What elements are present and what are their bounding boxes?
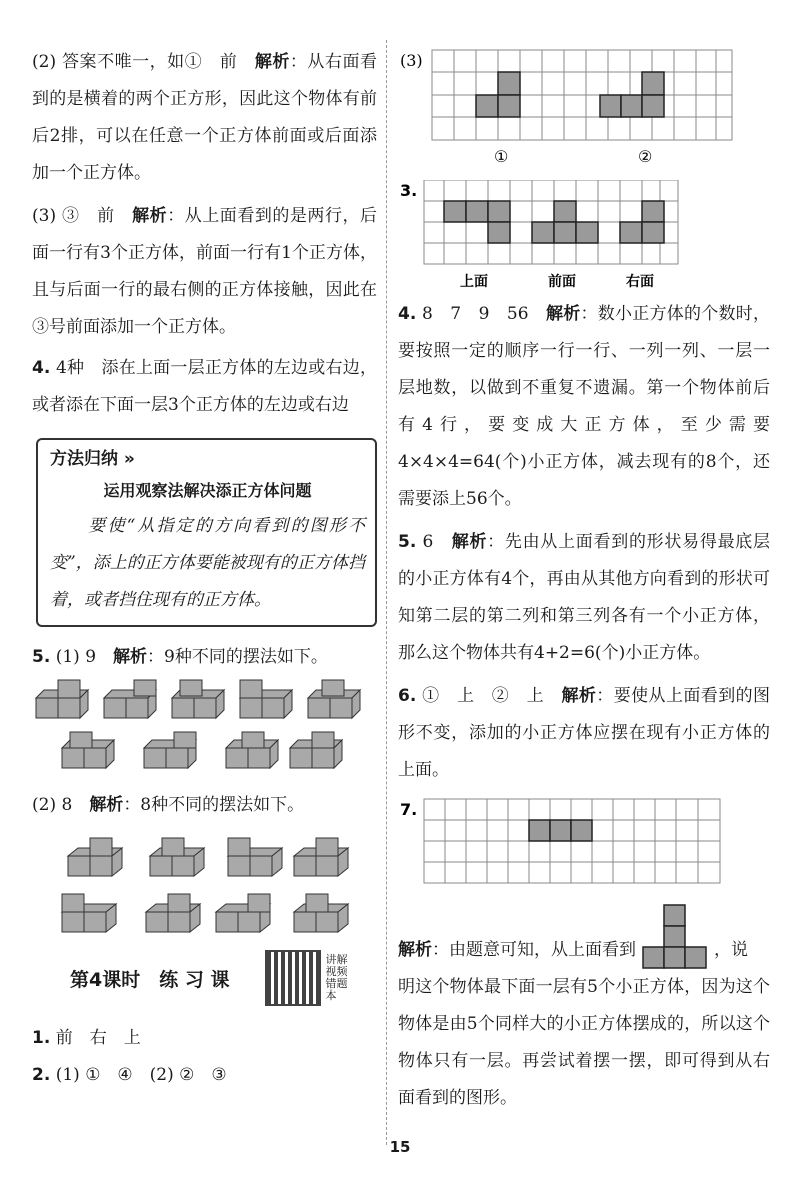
answer-5-2: (2) 8 解析：8种不同的摆法如下。 bbox=[32, 795, 305, 815]
cube-arrangements-9 bbox=[32, 676, 377, 781]
lesson-header bbox=[32, 950, 377, 1006]
lesson-answer-2: 2. (1) ① ④ (2) ② ③ bbox=[32, 1065, 227, 1085]
q3b-number: 3. bbox=[400, 181, 418, 200]
right-column bbox=[398, 44, 770, 1117]
q7-explanation: 明这个物体最下面一层有5个小正方体，因为这个物体是由5个同样大的小正方体摆成的，所以这个物体只有一层。再尝试着摆一摆，即可得到从右面看到的图形。 bbox=[398, 977, 770, 1108]
figure-q7-grid bbox=[398, 797, 770, 889]
left-column bbox=[32, 44, 377, 1094]
figure-q3-grids bbox=[398, 44, 770, 168]
answer-5-1: 5. (1) 9 解析：9种不同的摆法如下。 bbox=[32, 647, 328, 667]
r-answer-5: 5. 6 解析：先由从上面看到的形状易得最底层的小正方体有4个，再由从其他方向看到的形状可知第二层的第二列和第三列各有一个小正方体，那么这个物体共有4+2=6(个)小正方体。 bbox=[398, 532, 771, 663]
method-text: 要使“从指定的方向看到的图形不变”，添上的正方体要能被现有的正方体挡着，或者挡住现有的正方体。 bbox=[50, 516, 365, 610]
fig-label-2: ② bbox=[638, 147, 653, 166]
r-answer-4: 4. 8 7 9 56 解析：数小正方体的个数时，要按照一定的顺序一行一行、一列一列、一层一层地数，以做到不重复不遗漏。第一个物体前后有4行，要变成大正方体，至少需要4×4×4=64(个)小正方体，减去现有的8个，还需要添上56个。 bbox=[398, 304, 771, 509]
view-label-front: 前面 bbox=[548, 274, 576, 290]
view-label-right: 右面 bbox=[626, 274, 654, 290]
q7-number: 7. bbox=[400, 800, 418, 819]
method-summary-box bbox=[36, 438, 377, 627]
top-view-shape bbox=[640, 903, 710, 969]
method-title: 方法归纳 » bbox=[50, 449, 135, 469]
answer-4: 4. 4种 添在上面一层正方体的左边或右边，或者添在下面一层3个正方体的左边或右边 bbox=[32, 358, 377, 415]
r-answer-6: 6. ① 上 ② 上 解析：要使从上面看到的图形不变，添加的小正方体应摆在现有小正方体的上面。 bbox=[398, 686, 771, 780]
qr-code[interactable] bbox=[265, 950, 321, 1006]
cube-arrangements-8 bbox=[32, 824, 377, 942]
column-divider bbox=[386, 40, 387, 1145]
q3-label: (3) bbox=[400, 51, 423, 70]
method-subtitle: 运用观察法解决添正方体问题 bbox=[103, 481, 312, 500]
lesson-title: 第4课时 练 习 课 bbox=[70, 968, 230, 991]
answer-2-3: (3) ③ 前 解析：从上面看到的是两行，后面一行有3个正方体，前面一行有1个正方体，且与后面一行的最右侧的正方体接触，因此在③号前面添加一个正方体。 bbox=[32, 206, 378, 337]
answer-2-2: (2) 答案不唯一，如① 前 解析：从右面看到的是横着的两个正方形，因此这个物体有前后2排，可以在任意一个正方体前面或后面添加一个正方体。 bbox=[32, 52, 378, 183]
figure-q3-views bbox=[398, 180, 770, 292]
view-label-top: 上面 bbox=[460, 274, 488, 290]
qr-caption: 讲解视频 错题本 bbox=[325, 953, 348, 1002]
page-number: 15 bbox=[389, 1138, 411, 1156]
r-answer-7: 解析 ：由题意可知，从上面看到 ，说 明这个物体最下面一层有5个小正方体，因为这个物体是由5个同样大的小正方体摆成的，所以这个物体只有一层。再尝试着摆一摆，即可得到从右面看到的图形。 bbox=[398, 903, 770, 1117]
fig-label-1: ① bbox=[494, 147, 509, 166]
lesson-answer-1: 1. 前 右 上 bbox=[32, 1028, 141, 1048]
